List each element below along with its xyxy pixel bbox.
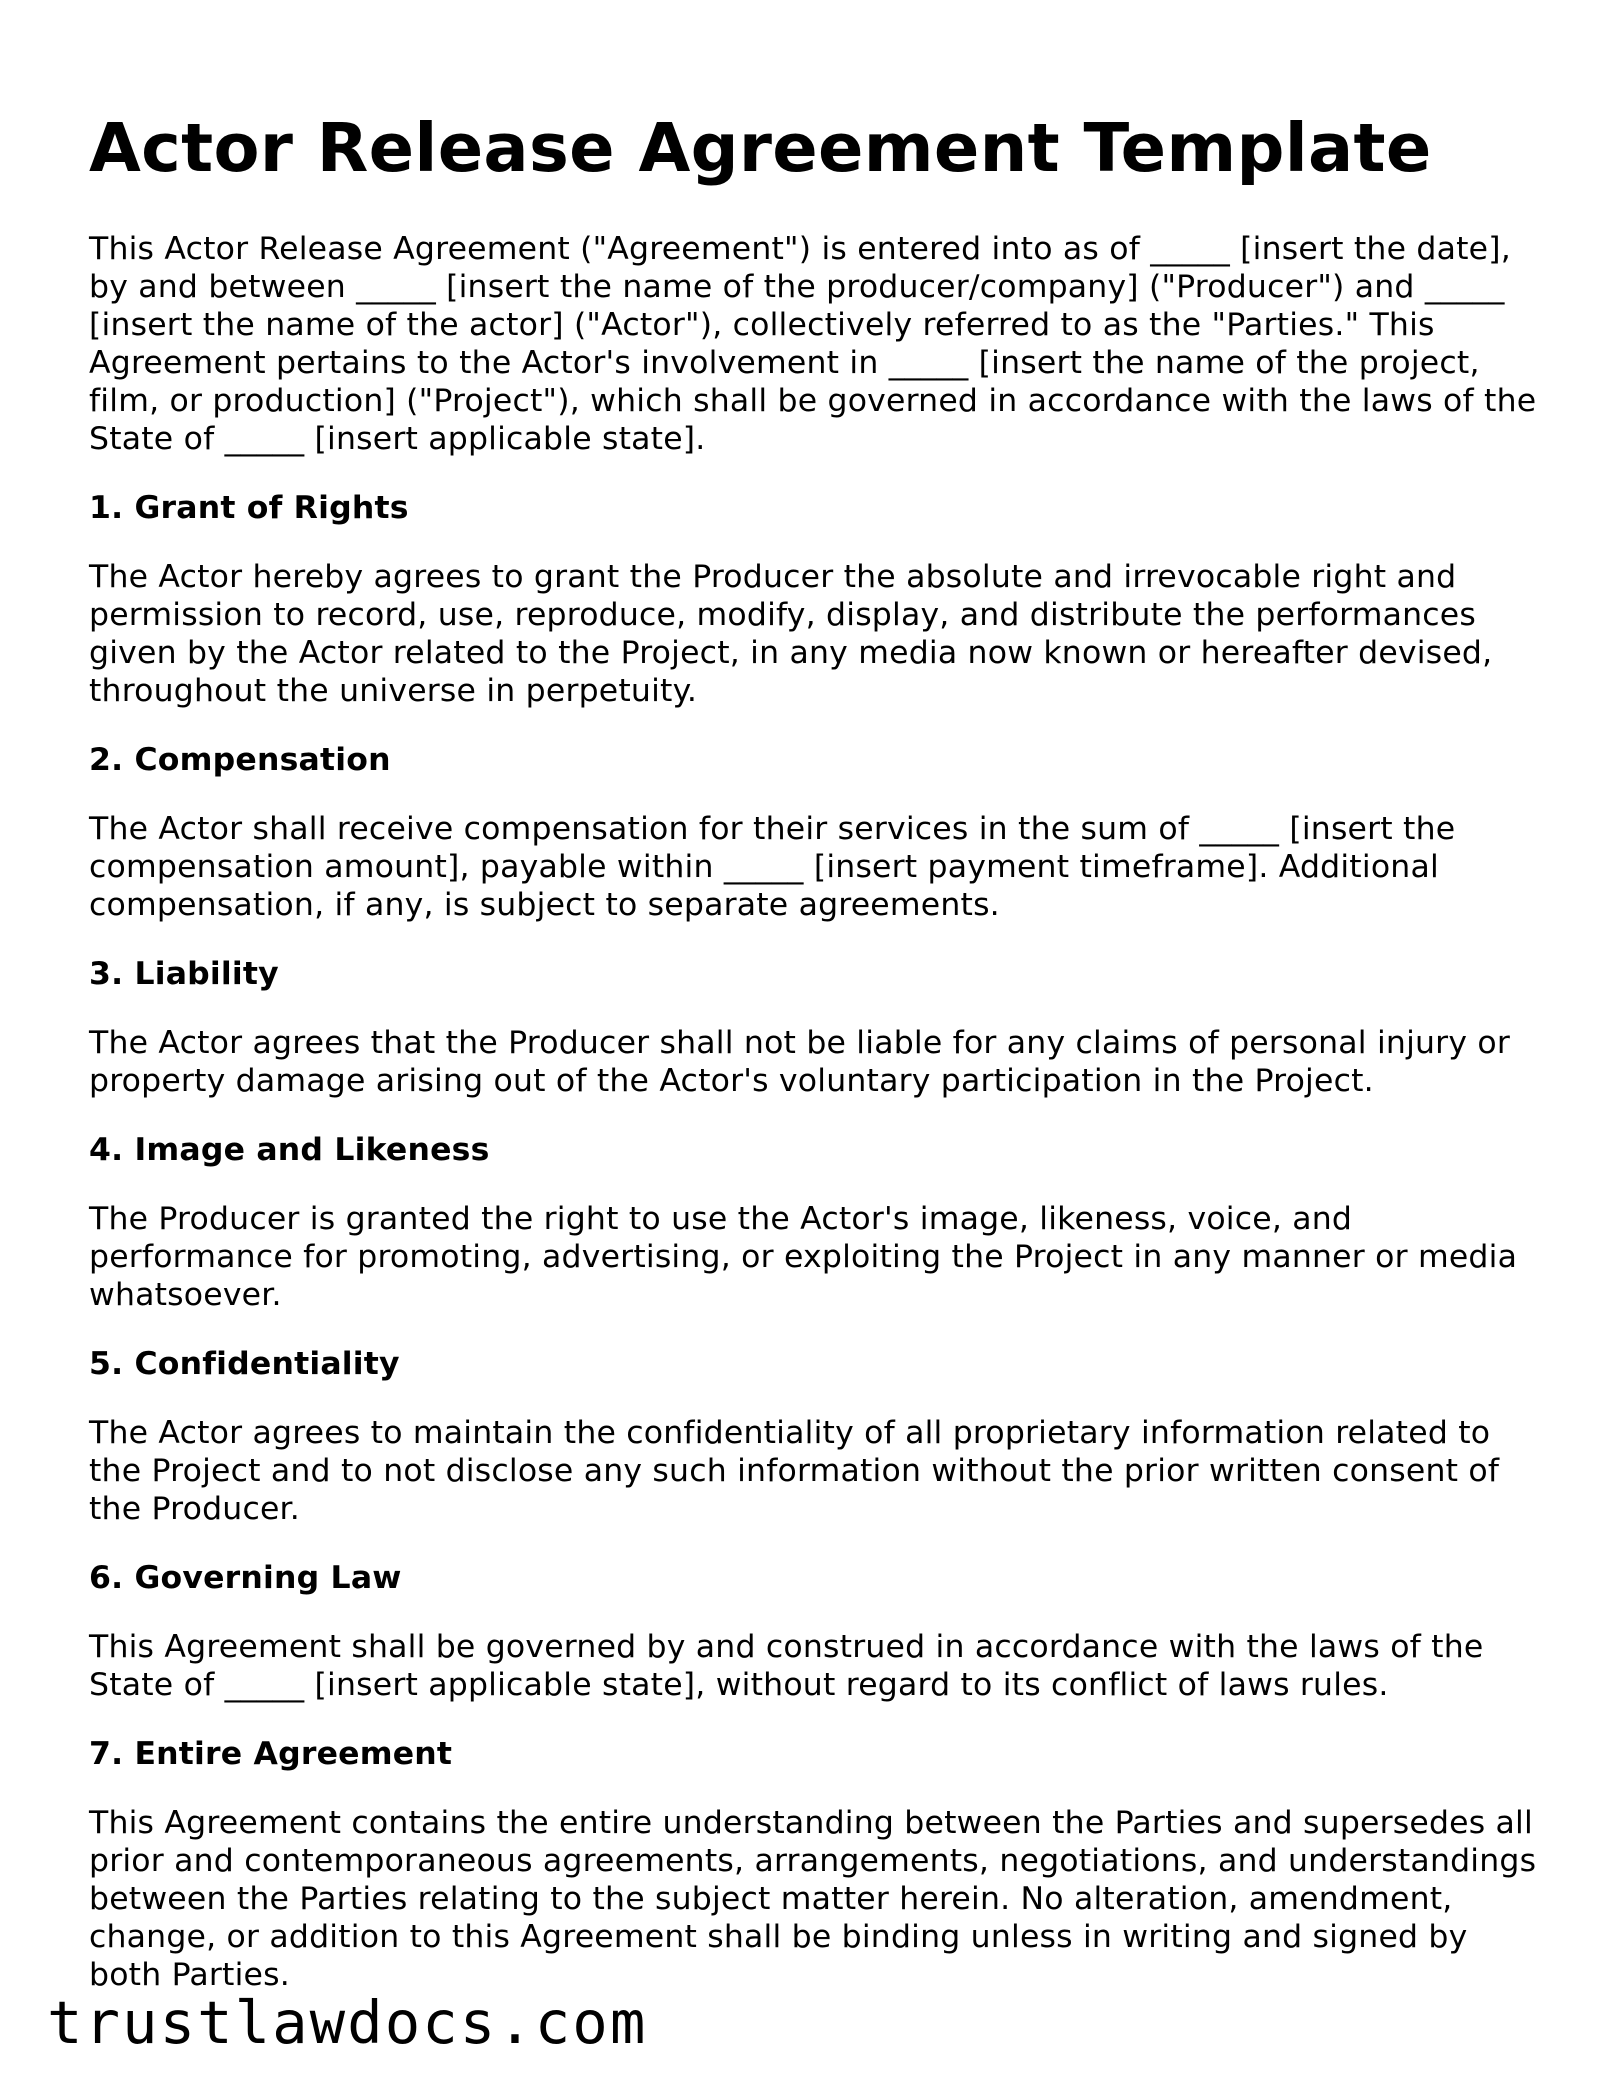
section-body: The Actor hereby agrees to grant the Producer the absolute and irrevocable right and permission to record, use, reproduce, modify, display, and distribute the performances given by the Actor related to the Project, in any media now known or hereafter devised, throughout the universe in perpetuity. — [89, 559, 1493, 709]
section-confidentiality — [89, 1345, 1539, 1528]
section-compensation — [89, 741, 1539, 924]
section-grant-of-rights — [89, 489, 1539, 710]
section-body: This Agreement contains the entire understanding between the Parties and supersedes all prior and contemporaneous agreements, arrangements, negotiations, and understandings between the Parties relating to the subject matter herein. No alteration, amendment, change, or addition to this Agreement shall be binding unless in writing and signed by both Parties. — [89, 1805, 1537, 1993]
section-entire-agreement — [89, 1735, 1539, 1994]
section-heading: 7. Entire Agreement — [89, 1736, 453, 1772]
section-body: The Actor shall receive compensation for their services in the sum of _____ [insert the compensation amount], payable within _____ [insert payment timeframe]. Additional compensation, if any, is subject to separate agreements. — [89, 811, 1456, 923]
section-body: The Actor agrees that the Producer shall not be liable for any claims of personal injury or property damage arising out of the Actor's voluntary participation in the Project. — [89, 1025, 1511, 1099]
section-heading: 4. Image and Likeness — [89, 1132, 490, 1168]
document-page — [89, 108, 1539, 1994]
section-body: This Agreement shall be governed by and construed in accordance with the laws of the State of _____ [insert applicable state], without regard to its conflict of laws rules. — [89, 1629, 1484, 1703]
intro-paragraph: This Actor Release Agreement ("Agreement") is entered into as of _____ [insert the date], by and between _____ [insert the name of the producer/company] ("Producer") and _____ [insert the name of the actor] ("Actor"), collectively referred to as the "Parties." This Agreement pertains to the Actor's involvement in _____ [insert the name of the project, film, or production] ("Project"), which shall be governed in accordance with the laws of the State of _____ [insert applicable state]. — [89, 231, 1537, 457]
site-watermark: trustlawdocs.com — [47, 1988, 648, 2057]
section-body: The Actor agrees to maintain the confidentiality of all proprietary information related to the Project and to not disclose any such information without the prior written consent of the Producer. — [89, 1415, 1500, 1527]
section-heading: 3. Liability — [89, 956, 279, 992]
section-heading: 2. Compensation — [89, 742, 391, 778]
section-heading: 1. Grant of Rights — [89, 490, 409, 526]
section-governing-law — [89, 1559, 1539, 1704]
section-image-and-likeness — [89, 1131, 1539, 1314]
section-heading: 6. Governing Law — [89, 1560, 402, 1596]
section-heading: 5. Confidentiality — [89, 1346, 400, 1382]
section-liability — [89, 955, 1539, 1100]
page-title: Actor Release Agreement Template — [89, 109, 1432, 187]
section-body: The Producer is granted the right to use the Actor's image, likeness, voice, and performance for promoting, advertising, or exploiting the Project in any manner or media whatsoever. — [89, 1201, 1518, 1313]
